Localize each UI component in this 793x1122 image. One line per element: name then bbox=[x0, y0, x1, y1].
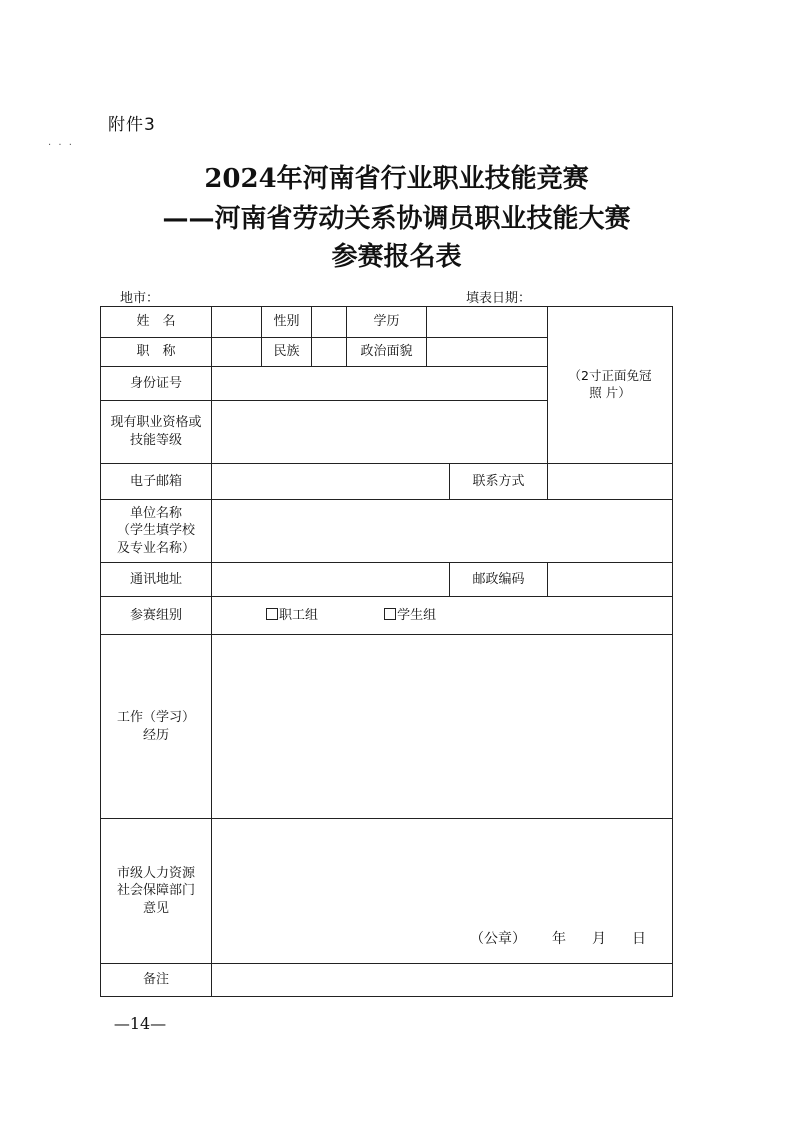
remarks-label: 备注 bbox=[101, 964, 212, 997]
year-label: 年 bbox=[552, 931, 567, 948]
checkbox-student[interactable] bbox=[384, 608, 396, 620]
address-field[interactable] bbox=[212, 563, 450, 597]
postcode-field[interactable] bbox=[548, 563, 673, 597]
city-label: 地市： bbox=[120, 291, 160, 306]
email-field[interactable] bbox=[212, 464, 450, 500]
month-label: 月 bbox=[592, 931, 607, 948]
work-history-label bbox=[101, 635, 212, 819]
attachment-label: 附件3 bbox=[108, 115, 156, 135]
unit-name-field[interactable] bbox=[212, 500, 673, 563]
opinion-label-line-3: 意见 bbox=[142, 900, 169, 916]
contact-label: 联系方式 bbox=[450, 464, 548, 500]
political-status-field[interactable] bbox=[427, 338, 548, 367]
name-label: 姓 名 bbox=[101, 307, 212, 338]
checkbox-worker[interactable] bbox=[266, 608, 278, 620]
group-student-label: 学生组 bbox=[397, 607, 437, 623]
unit-name-label bbox=[101, 500, 212, 563]
gender-field[interactable] bbox=[312, 307, 347, 338]
seal-date-line bbox=[444, 930, 646, 949]
group-options bbox=[212, 597, 673, 635]
qualification-label bbox=[101, 401, 212, 464]
title-label: 职 称 bbox=[101, 338, 212, 367]
date-label: 填表日期： bbox=[466, 291, 532, 306]
ethnicity-label: 民族 bbox=[262, 338, 312, 367]
title-line-3: 参赛报名表 bbox=[331, 242, 462, 272]
opinion-label-line-2: 社会保障部门 bbox=[116, 883, 195, 899]
group-worker-label: 职工组 bbox=[279, 607, 319, 623]
name-field[interactable] bbox=[212, 307, 262, 338]
email-label: 电子邮箱 bbox=[101, 464, 212, 500]
group-label: 参赛组别 bbox=[101, 597, 212, 635]
title-line-2: ——河南省劳动关系协调员职业技能大赛 bbox=[162, 204, 631, 234]
ethnicity-field[interactable] bbox=[312, 338, 347, 367]
contact-field[interactable] bbox=[548, 464, 673, 500]
seal-label: （公章） bbox=[470, 931, 527, 948]
gender-label: 性别 bbox=[262, 307, 312, 338]
education-label: 学历 bbox=[347, 307, 427, 338]
hr-opinion-field[interactable] bbox=[212, 819, 673, 964]
photo-hint-line-1: （2寸正面免冠 bbox=[568, 368, 652, 384]
work-label-line-2: 经历 bbox=[142, 727, 169, 743]
page-number: —14— bbox=[113, 1014, 167, 1033]
title-field[interactable] bbox=[212, 338, 262, 367]
title-line-1: 2024年河南省行业职业技能竞赛 bbox=[204, 164, 589, 194]
group-option-worker[interactable] bbox=[266, 607, 318, 625]
political-status-label: 政治面貌 bbox=[347, 338, 427, 367]
day-label: 日 bbox=[632, 931, 647, 948]
work-label-line-1: 工作（学习） bbox=[116, 709, 195, 725]
group-option-student[interactable] bbox=[384, 607, 436, 625]
remarks-field[interactable] bbox=[212, 964, 673, 997]
photo-area[interactable] bbox=[548, 307, 673, 464]
id-number-field[interactable] bbox=[212, 367, 548, 401]
photo-hint-line-2: 照 片） bbox=[589, 385, 631, 400]
qualification-field[interactable] bbox=[212, 401, 548, 464]
hr-opinion-label bbox=[101, 819, 212, 964]
education-field[interactable] bbox=[427, 307, 548, 338]
postcode-label: 邮政编码 bbox=[450, 563, 548, 597]
unit-label-line-3: 及专业名称） bbox=[116, 540, 195, 556]
unit-label-line-1: 单位名称 bbox=[129, 505, 182, 521]
registration-form-table bbox=[100, 306, 673, 997]
id-number-label: 身份证号 bbox=[101, 367, 212, 401]
unit-label-line-2: （学生填学校 bbox=[116, 523, 195, 539]
opinion-label-line-1: 市级人力资源 bbox=[116, 865, 195, 881]
scan-artifact: · · · bbox=[48, 140, 74, 151]
work-history-field[interactable] bbox=[212, 635, 673, 819]
address-label: 通讯地址 bbox=[101, 563, 212, 597]
qualification-label-line-2: 技能等级 bbox=[129, 433, 182, 448]
qualification-label-line-1: 现有职业资格或 bbox=[110, 415, 202, 431]
